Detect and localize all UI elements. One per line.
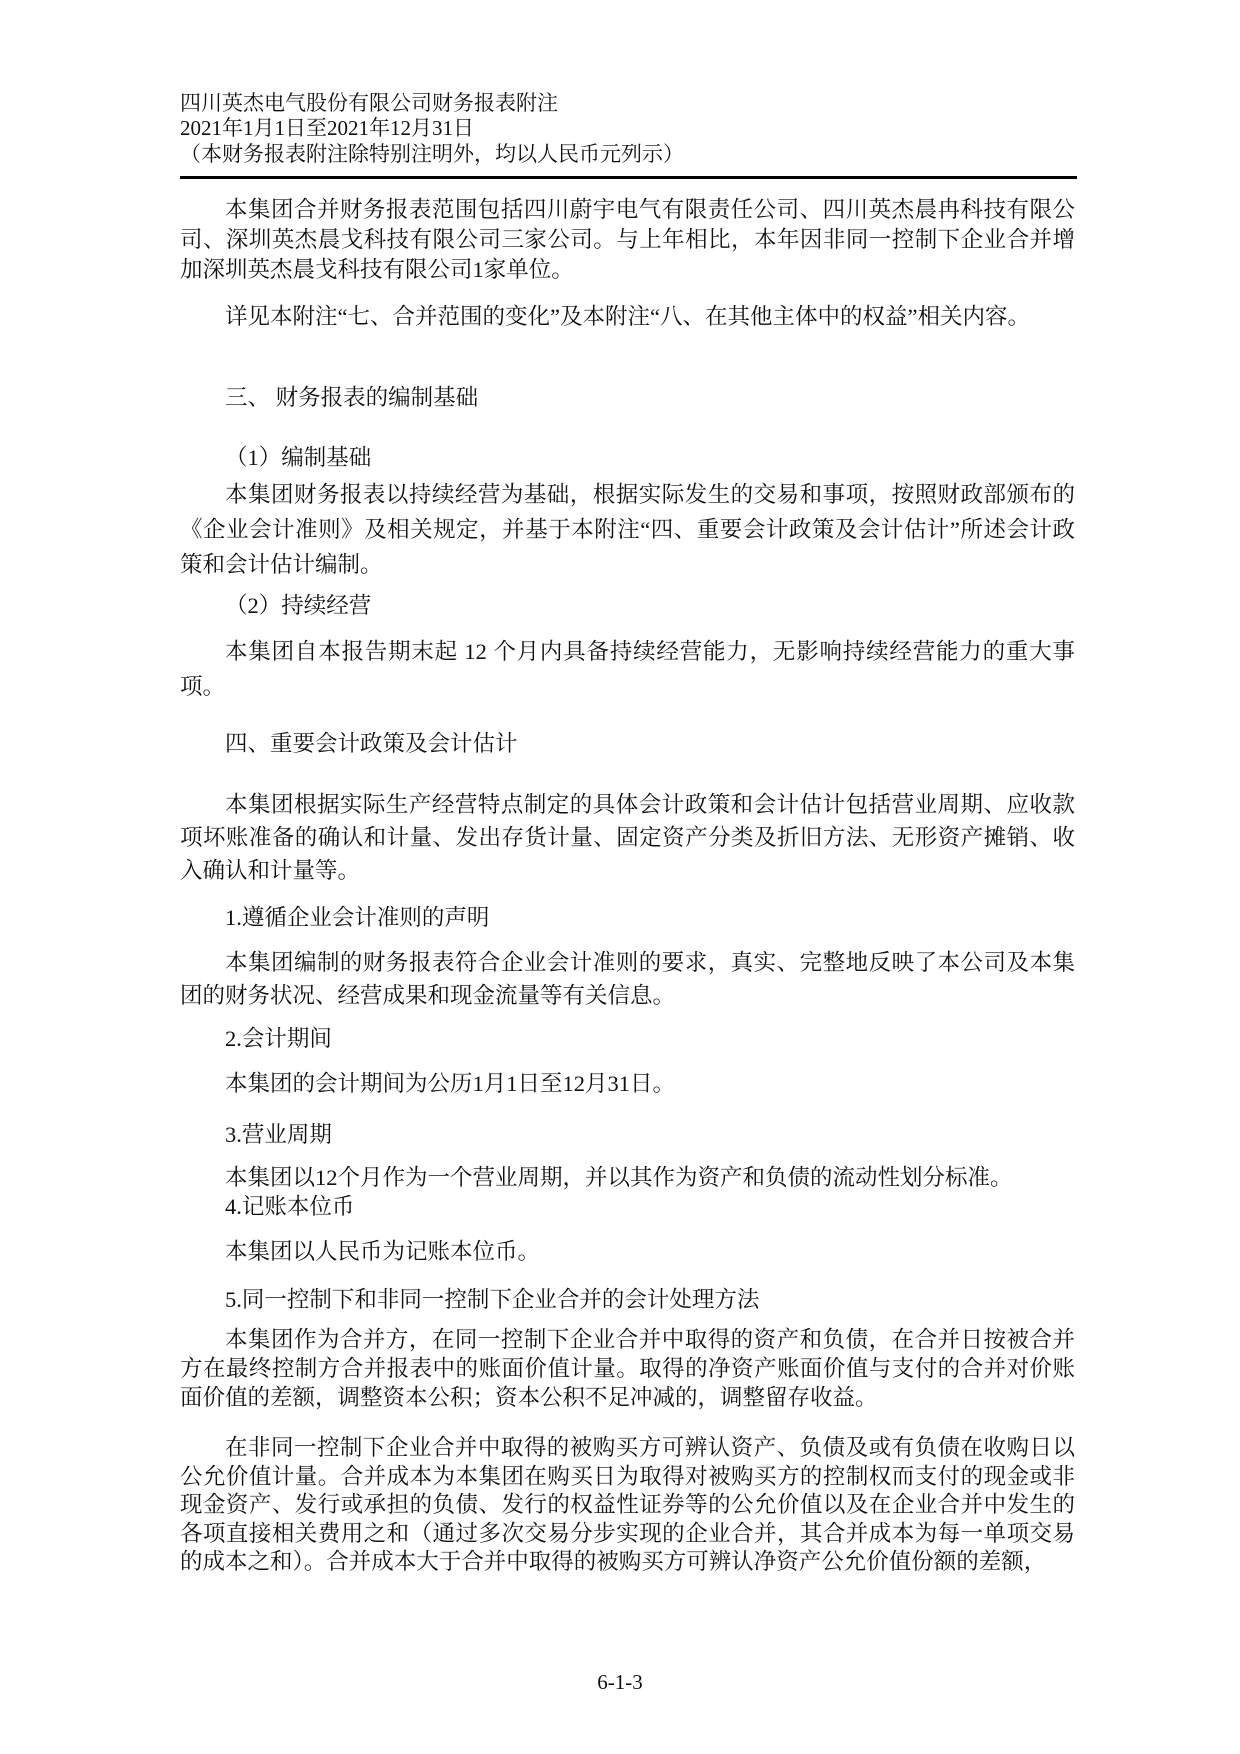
heading-section-3: 三、 财务报表的编制基础 [225, 385, 479, 410]
heading-4-3: 3.营业周期 [225, 1122, 332, 1147]
paragraph-4-5-same-control: 本集团作为合并方，在同一控制下企业合并中取得的资产和负债，在合并日按被合并方在最终控制方合并报表中的账面价值计量。取得的净资产账面价值与支付的合并对价账面价值的差额，调整资本公积；资本公积不足冲减的，调整留存收益。 [180, 1327, 1075, 1410]
header-divider [180, 176, 1077, 179]
paragraph-4: 本集团根据实际生产经营特点制定的具体会计政策和会计估计包括营业周期、应收款项坏账准备的确认和计量、发出存货计量、固定资产分类及折旧方法、无形资产摊销、收入确认和计量等。 [180, 792, 1075, 883]
heading-section-4: 四、重要会计政策及会计估计 [225, 731, 518, 756]
paragraph-4-2: 本集团的会计期间为公历1月1日至12月31日。 [225, 1071, 676, 1096]
header-period: 2021年1月1日至2021年12月31日 [180, 116, 474, 140]
heading-4-5: 5.同一控制下和非同一控制下企业合并的会计处理方法 [225, 1287, 760, 1312]
header-company: 四川英杰电气股份有限公司财务报表附注 [180, 91, 558, 115]
paragraph-4-1: 本集团编制的财务报表符合企业会计准则的要求，真实、完整地反映了本公司及本集团的财务状况、经营成果和现金流量等有关信息。 [180, 950, 1075, 1008]
header-note: （本财务报表附注除特别注明外，均以人民币元列示） [180, 142, 684, 166]
heading-4-2: 2.会计期间 [225, 1026, 332, 1051]
heading-4-1: 1.遵循企业会计准则的声明 [225, 905, 490, 930]
paragraph-3-2: 本集团自本报告期末起 12 个月内具备持续经营能力，无影响持续经营能力的重大事项。 [180, 639, 1075, 699]
paragraph-scope: 本集团合并财务报表范围包括四川蔚宇电气有限责任公司、四川英杰晨冉科技有限公司、深圳英杰晨戈科技有限公司三家公司。与上年相比，本年因非同一控制下企业合并增加深圳英杰晨戈科技有限公司1家单位。 [180, 197, 1075, 282]
heading-4-4: 4.记账本位币 [225, 1194, 355, 1219]
paragraph-3-1: 本集团财务报表以持续经营为基础，根据实际发生的交易和事项，按照财政部颁布的《企业会计准则》及相关规定，并基于本附注“四、重要会计政策及会计估计”所述会计政策和会计估计编制。 [180, 482, 1075, 577]
paragraph-4-5-non-same-control: 在非同一控制下企业合并中取得的被购买方可辨认资产、负债及或有负债在收购日以公允价值计量。合并成本为本集团在购买日为取得对被购买方的控制权而支付的现金或非现金资产、发行或承担的负债、发行的权益性证券等的公允价值以及在企业合并中发生的各项直接相关费用之和（通过多次交易分步实现的企业合并，其合并成本为每一单项交易的成本之和）。合并成本大于合并中取得的被购买方可辨认净资产公允价值份额的差额， [180, 1435, 1075, 1574]
paragraph-4-3: 本集团以12个月作为一个营业周期，并以其作为资产和负债的流动性划分标准。 [225, 1165, 1013, 1190]
heading-3-1: （1）编制基础 [225, 445, 372, 470]
heading-3-2: （2）持续经营 [225, 593, 372, 618]
paragraph-4-4: 本集团以人民币为记账本位币。 [225, 1239, 541, 1264]
paragraph-detail: 详见本附注“七、合并范围的变化”及本附注“八、在其他主体中的权益”相关内容。 [225, 304, 1030, 329]
page-number: 6-1-3 [597, 1670, 643, 1694]
